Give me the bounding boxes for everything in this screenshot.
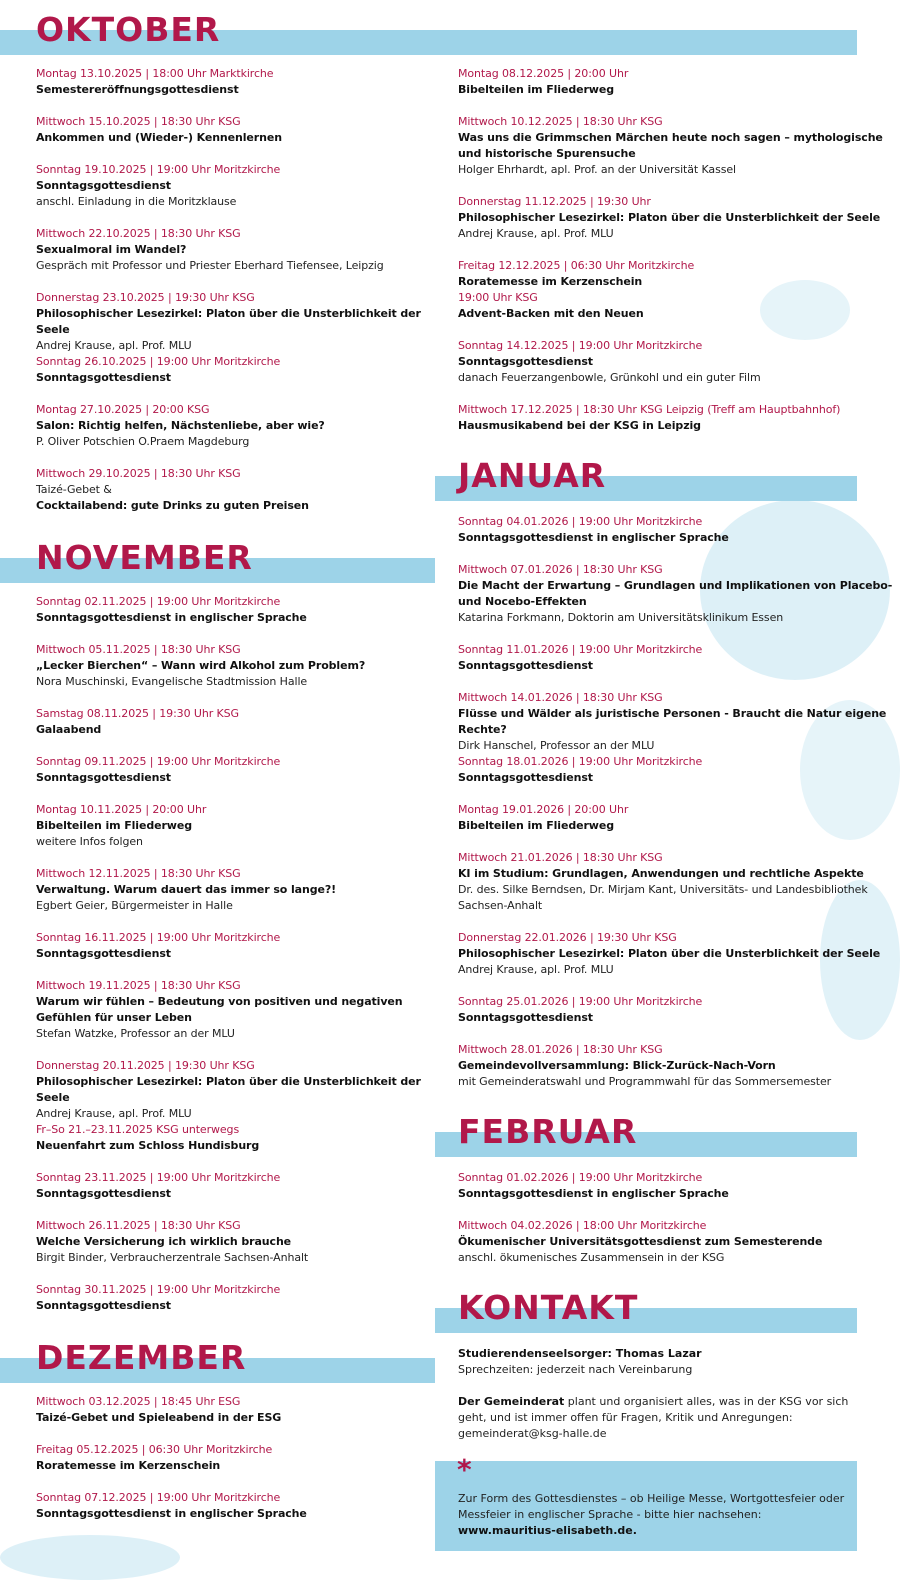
event-date: Mittwoch 15.10.2025 | 18:30 Uhr KSG	[36, 115, 241, 128]
asterisk-icon: *	[457, 1453, 472, 1486]
event-item	[458, 562, 898, 626]
event-date: Montag 08.12.2025 | 20:00 Uhr	[458, 67, 629, 80]
event-item	[458, 402, 898, 434]
event-subtitle: Egbert Geier, Bürgermeister in Halle	[36, 899, 233, 912]
event-item	[36, 1058, 436, 1122]
event-date: Sonntag 01.02.2026 | 19:00 Uhr Moritzkirche	[458, 1171, 703, 1184]
event-title: Verwaltung. Warum dauert das immer so lange?!	[36, 883, 337, 896]
event-date: Sonntag 18.01.2026 | 19:00 Uhr Moritzkirche	[458, 755, 703, 768]
event-date: Mittwoch 21.01.2026 | 18:30 Uhr KSG	[458, 851, 663, 864]
event-pre: Taizé-Gebet &	[36, 483, 112, 496]
event-title: Philosophischer Lesezirkel: Platon über die Unsterblichkeit der Seele	[458, 211, 881, 224]
event-title: Sonntagsgottesdienst in englischer Sprache	[458, 1187, 729, 1200]
event-item	[36, 402, 436, 450]
event-item	[458, 994, 898, 1026]
info-description: Zur Form des Gottesdienstes – ob Heilige Messe, Wortgottesfeier oder Messfeier in englischer Sprache - bitte hier nachsehen:	[458, 1492, 845, 1521]
month-header-dezember	[36, 1340, 436, 1384]
month-header-januar	[458, 458, 858, 502]
event-item	[458, 66, 898, 98]
event-title: Bibelteilen im Fliederweg	[458, 83, 614, 96]
event-subtitle: Katarina Forkmann, Doktorin am Universitätsklinikum Essen	[458, 611, 784, 624]
event-title: Sonntagsgottesdienst in englischer Sprache	[36, 611, 307, 624]
event-title: KI im Studium: Grundlagen, Anwendungen und rechtliche Aspekte	[458, 867, 864, 880]
event-date: Sonntag 19.10.2025 | 19:00 Uhr Moritzkirche	[36, 163, 281, 176]
website-link[interactable]: www.mauritius-elisabeth.de.	[458, 1524, 637, 1537]
event-item	[36, 866, 436, 914]
event-title: Roratemesse im Kerzenschein	[36, 1459, 221, 1472]
event-title: Sonntagsgottesdienst in englischer Sprache	[36, 1507, 307, 1520]
event-title: Warum wir fühlen – Bedeutung von positiven und negativen Gefühlen für unser Leben	[36, 995, 403, 1024]
event-subtitle: Andrej Krause, apl. Prof. MLU	[36, 339, 192, 352]
event-date: Mittwoch 17.12.2025 | 18:30 Uhr KSG Leipzig (Treff am Hauptbahnhof)	[458, 403, 841, 416]
gemeinderat-email[interactable]: gemeinderat@ksg-halle.de	[458, 1427, 607, 1440]
event-item	[36, 930, 436, 962]
month-header-oktober	[36, 12, 858, 56]
event-item	[36, 754, 436, 786]
month-title: KONTAKT	[458, 1288, 639, 1327]
event-title: Gemeindevollversammlung: Blick-Zurück-Nach-Vorn	[458, 1059, 776, 1072]
event-subtitle: Andrej Krause, apl. Prof. MLU	[36, 1107, 192, 1120]
event-item	[36, 226, 436, 274]
month-title: FEBRUAR	[458, 1112, 638, 1151]
event-date: Freitag 05.12.2025 | 06:30 Uhr Moritzkirche	[36, 1443, 273, 1456]
event-date: Mittwoch 10.12.2025 | 18:30 Uhr KSG	[458, 115, 663, 128]
gemeinderat-text: plant und organisiert alles, was in der KSG vor sich geht, und ist immer offen für Fragen, Kritik und Anregungen:	[458, 1395, 849, 1424]
event-date: Mittwoch 12.11.2025 | 18:30 Uhr KSG	[36, 867, 241, 880]
event-date: Mittwoch 29.10.2025 | 18:30 Uhr KSG	[36, 467, 241, 480]
event-subtitle: Gespräch mit Professor und Priester Eberhard Tiefensee, Leipzig	[36, 259, 384, 272]
event-date: Montag 13.10.2025 | 18:00 Uhr Marktkirche	[36, 67, 274, 80]
event-title: Sonntagsgottesdienst	[36, 179, 171, 192]
event-item	[36, 1218, 436, 1266]
event-date: Mittwoch 19.11.2025 | 18:30 Uhr KSG	[36, 979, 241, 992]
event-item	[36, 466, 436, 514]
event-date: Sonntag 11.01.2026 | 19:00 Uhr Moritzkirche	[458, 643, 703, 656]
event-date: Sonntag 14.12.2025 | 19:00 Uhr Moritzkirche	[458, 339, 703, 352]
event-item	[458, 514, 898, 546]
event-date: Mittwoch 26.11.2025 | 18:30 Uhr KSG	[36, 1219, 241, 1232]
event-date: Montag 27.10.2025 | 20:00 KSG	[36, 403, 210, 416]
event-title: Sonntagsgottesdienst	[36, 371, 171, 384]
event-title: Welche Versicherung ich wirklich brauche	[36, 1235, 292, 1248]
event-title: Ankommen und (Wieder-) Kennenlernen	[36, 131, 282, 144]
event-item	[458, 338, 898, 386]
month-header-november	[36, 540, 436, 584]
event-subtitle: danach Feuerzangenbowle, Grünkohl und ein guter Film	[458, 371, 761, 384]
event-item	[458, 850, 898, 914]
event-date: 19:00 Uhr KSG	[458, 291, 538, 304]
event-item	[36, 1490, 436, 1522]
kontakt-seelsorger	[458, 1346, 858, 1378]
info-text	[458, 1491, 853, 1539]
event-date: Sonntag 02.11.2025 | 19:00 Uhr Moritzkirche	[36, 595, 281, 608]
event-item	[36, 1122, 436, 1154]
event-date: Mittwoch 04.02.2026 | 18:00 Uhr Moritzkirche	[458, 1219, 707, 1232]
event-subtitle: weitere Infos folgen	[36, 835, 143, 848]
event-title: Sonntagsgottesdienst	[36, 1299, 171, 1312]
event-date: Sonntag 07.12.2025 | 19:00 Uhr Moritzkirche	[36, 1491, 281, 1504]
info-box	[435, 1453, 857, 1551]
event-title: Was uns die Grimmschen Märchen heute noch sagen – mythologische und historische Spurensuche	[458, 131, 883, 160]
event-item	[36, 802, 436, 850]
event-item	[458, 1218, 898, 1266]
event-title: Hausmusikabend bei der KSG in Leipzig	[458, 419, 701, 432]
month-title: DEZEMBER	[36, 1338, 247, 1377]
event-title: Sexualmoral im Wandel?	[36, 243, 187, 256]
event-date: Mittwoch 28.01.2026 | 18:30 Uhr KSG	[458, 1043, 663, 1056]
event-item	[36, 594, 436, 626]
event-item	[458, 642, 898, 674]
event-date: Sonntag 23.11.2025 | 19:00 Uhr Moritzkirche	[36, 1171, 281, 1184]
kontakt-gemeinderat	[458, 1394, 858, 1442]
event-item	[458, 930, 898, 978]
event-title: Galaabend	[36, 723, 102, 736]
event-title: Sonntagsgottesdienst	[36, 771, 171, 784]
event-title: Semestereröffnungsgottesdienst	[36, 83, 239, 96]
event-date: Sonntag 26.10.2025 | 19:00 Uhr Moritzkirche	[36, 355, 281, 368]
event-date: Mittwoch 14.01.2026 | 18:30 Uhr KSG	[458, 691, 663, 704]
event-subtitle: Dirk Hanschel, Professor an der MLU	[458, 739, 655, 752]
month-header-februar	[458, 1114, 858, 1158]
event-item	[36, 1282, 436, 1314]
event-date: Samstag 08.11.2025 | 19:30 Uhr KSG	[36, 707, 239, 720]
event-subtitle: anschl. Einladung in die Moritzklause	[36, 195, 237, 208]
event-date: Sonntag 25.01.2026 | 19:00 Uhr Moritzkirche	[458, 995, 703, 1008]
event-item	[458, 1042, 898, 1090]
event-item	[458, 194, 898, 242]
event-item	[36, 706, 436, 738]
event-date: Sonntag 30.11.2025 | 19:00 Uhr Moritzkirche	[36, 1283, 281, 1296]
event-title: Ökumenischer Universitätsgottesdienst zum Semesterende	[458, 1235, 823, 1248]
event-title: Sonntagsgottesdienst	[458, 659, 593, 672]
event-date: Mittwoch 22.10.2025 | 18:30 Uhr KSG	[36, 227, 241, 240]
event-subtitle: Andrej Krause, apl. Prof. MLU	[458, 963, 614, 976]
event-date: Montag 19.01.2026 | 20:00 Uhr	[458, 803, 629, 816]
event-title: „Lecker Bierchen“ – Wann wird Alkohol zum Problem?	[36, 659, 366, 672]
event-title: Cocktailabend: gute Drinks zu guten Preisen	[36, 499, 309, 512]
event-date: Fr–So 21.–23.11.2025 KSG unterwegs	[36, 1123, 240, 1136]
month-title: JANUAR	[458, 456, 607, 495]
event-item	[458, 690, 898, 754]
event-title: Taizé-Gebet und Spieleabend in der ESG	[36, 1411, 282, 1424]
event-title: Bibelteilen im Fliederweg	[36, 819, 192, 832]
event-subtitle: Dr. des. Silke Berndsen, Dr. Mirjam Kant, Universitäts- und Landesbibliothek Sachsen-Anhalt	[458, 883, 868, 912]
event-subtitle: P. Oliver Potschien O.Praem Magdeburg	[36, 435, 250, 448]
seelsorger-name: Studierendenseelsorger: Thomas Lazar	[458, 1347, 702, 1360]
event-title: Sonntagsgottesdienst in englischer Sprache	[458, 531, 729, 544]
event-item	[36, 114, 436, 146]
event-date: Sonntag 09.11.2025 | 19:00 Uhr Moritzkirche	[36, 755, 281, 768]
event-item	[36, 1442, 436, 1474]
event-date: Donnerstag 11.12.2025 | 19:30 Uhr	[458, 195, 651, 208]
event-date: Mittwoch 07.01.2026 | 18:30 Uhr KSG	[458, 563, 663, 576]
gemeinderat-label: Der Gemeinderat	[458, 1395, 565, 1408]
event-title: Sonntagsgottesdienst	[36, 1187, 171, 1200]
event-item	[458, 258, 898, 322]
event-date: Donnerstag 22.01.2026 | 19:30 Uhr KSG	[458, 931, 677, 944]
event-date: Donnerstag 20.11.2025 | 19:30 Uhr KSG	[36, 1059, 255, 1072]
event-subtitle: mit Gemeinderatswahl und Programmwahl für das Sommersemester	[458, 1075, 832, 1088]
event-item	[36, 162, 436, 210]
event-subtitle: anschl. ökumenisches Zusammensein in der KSG	[458, 1251, 725, 1264]
event-title: Roratemesse im Kerzenschein	[458, 275, 643, 288]
event-title: Sonntagsgottesdienst	[458, 355, 593, 368]
month-title: NOVEMBER	[36, 538, 253, 577]
event-title: Die Macht der Erwartung – Grundlagen und Implikationen von Placebo- und Nocebo-Effekten	[458, 579, 893, 608]
event-title: Flüsse und Wälder als juristische Personen - Braucht die Natur eigene Rechte?	[458, 707, 887, 736]
event-date: Sonntag 16.11.2025 | 19:00 Uhr Moritzkirche	[36, 931, 281, 944]
event-title: Philosophischer Lesezirkel: Platon über die Unsterblichkeit der Seele	[36, 1075, 421, 1104]
event-item	[36, 66, 436, 98]
event-item	[458, 114, 898, 178]
event-title: Philosophischer Lesezirkel: Platon über die Unsterblichkeit der Seele	[36, 307, 421, 336]
event-date: Montag 10.11.2025 | 20:00 Uhr	[36, 803, 207, 816]
event-date: Sonntag 04.01.2026 | 19:00 Uhr Moritzkirche	[458, 515, 703, 528]
event-title: Bibelteilen im Fliederweg	[458, 819, 614, 832]
event-subtitle: Holger Ehrhardt, apl. Prof. an der Universität Kassel	[458, 163, 736, 176]
month-header-kontakt	[458, 1290, 858, 1334]
event-subtitle: Birgit Binder, Verbraucherzentrale Sachsen-Anhalt	[36, 1251, 309, 1264]
event-title: Neuenfahrt zum Schloss Hundisburg	[36, 1139, 260, 1152]
event-title: Sonntagsgottesdienst	[458, 771, 593, 784]
event-item	[36, 290, 436, 354]
event-subtitle: Stefan Watzke, Professor an der MLU	[36, 1027, 235, 1040]
event-item	[458, 754, 898, 786]
event-subtitle: Andrej Krause, apl. Prof. MLU	[458, 227, 614, 240]
event-item	[36, 642, 436, 690]
event-item	[36, 1394, 436, 1426]
event-title: Salon: Richtig helfen, Nächstenliebe, aber wie?	[36, 419, 325, 432]
sprechzeiten: Sprechzeiten: jederzeit nach Vereinbarung	[458, 1363, 693, 1376]
event-item	[36, 978, 436, 1042]
event-title: Philosophischer Lesezirkel: Platon über die Unsterblichkeit der Seele	[458, 947, 881, 960]
event-subtitle: Nora Muschinski, Evangelische Stadtmission Halle	[36, 675, 308, 688]
event-item	[458, 802, 898, 834]
event-date: Freitag 12.12.2025 | 06:30 Uhr Moritzkirche	[458, 259, 695, 272]
event-date: Mittwoch 03.12.2025 | 18:45 Uhr ESG	[36, 1395, 241, 1408]
month-title: OKTOBER	[36, 10, 221, 49]
event-date: Mittwoch 05.11.2025 | 18:30 Uhr KSG	[36, 643, 241, 656]
event-item	[36, 354, 436, 386]
event-title: Advent-Backen mit den Neuen	[458, 307, 644, 320]
event-date: Donnerstag 23.10.2025 | 19:30 Uhr KSG	[36, 291, 255, 304]
event-title: Sonntagsgottesdienst	[458, 1011, 593, 1024]
event-item	[458, 1170, 898, 1202]
event-item	[36, 1170, 436, 1202]
event-title: Sonntagsgottesdienst	[36, 947, 171, 960]
